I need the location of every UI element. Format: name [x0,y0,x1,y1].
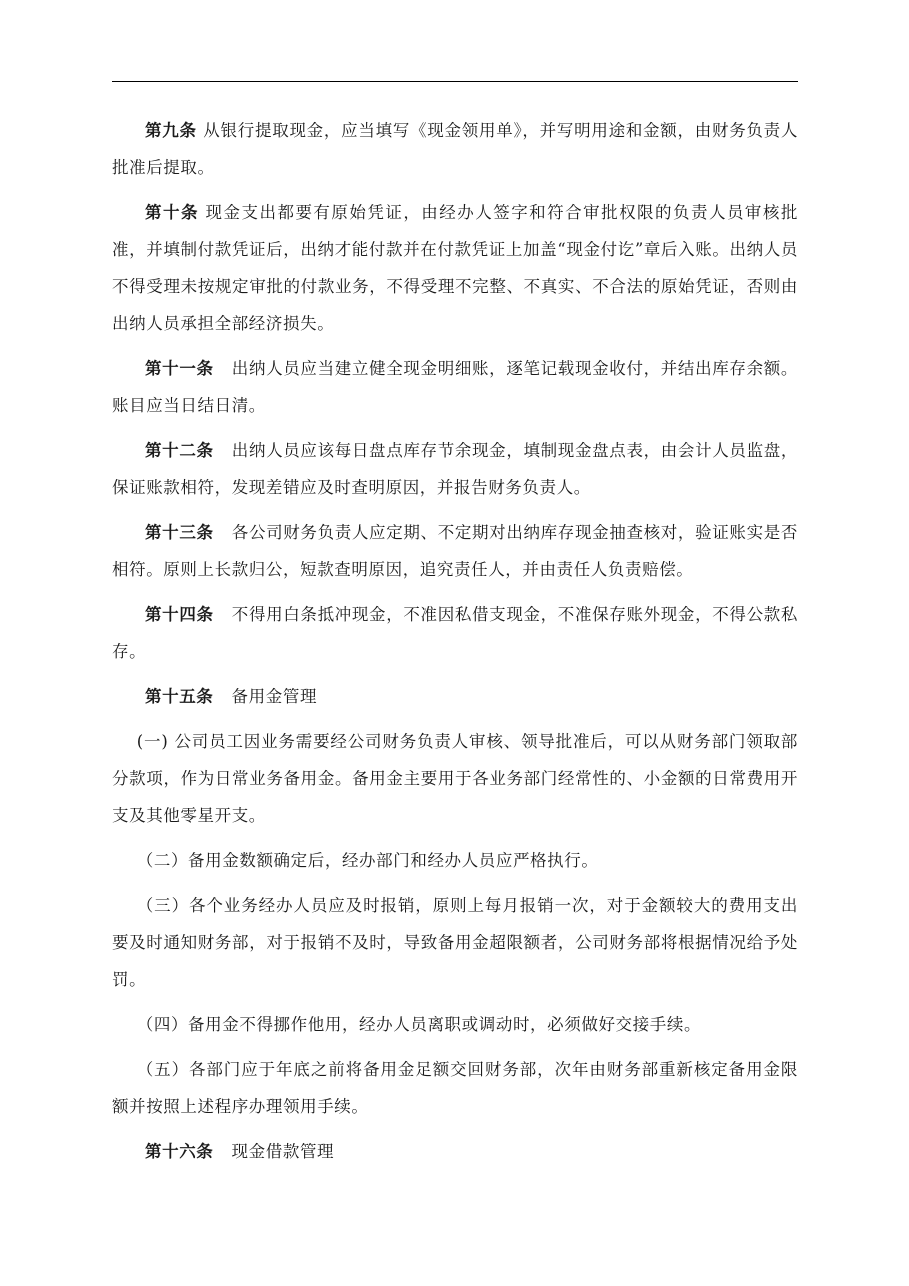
sub-item-paragraph: （四）备用金不得挪作他用，经办人员离职或调动时，必须做好交接手续。 [136,1015,702,1034]
article-text: 从银行提取现金，应当填写《现金领用单》，并写明用途和金额，由财务负责人批准后提取。 [112,121,798,177]
article-heading: 第十二条 [145,441,214,460]
article-heading: 第十五条 [145,687,214,706]
header-rule [112,81,798,82]
document-body [112,112,798,1178]
article-text: 出纳人员应该每日盘点库存节余现金，填制现金盘点表，由会计人员监盘，保证账款相符，发现差错应及时查明原因，并报告财务负责人。 [112,441,798,497]
article-heading: 第十条 [145,203,199,222]
sub-item-paragraph: （三）各个业务经办人员应及时报销，原则上每月报销一次，对于金额较大的费用支出要及时通知财务部，对于报销不及时，导致备用金超限额者，公司财务部将根据情况给予处罚。 [112,896,798,989]
article-paragraph [112,194,798,342]
article-paragraph [112,514,798,588]
article-text: 各公司财务负责人应定期、不定期对出纳库存现金抽查核对，验证账实是否相符。原则上长款归公，短款查明原因，追究责任人，并由责任人负责赔偿。 [112,523,798,579]
article-paragraph [112,1133,798,1170]
article-heading: 第十四条 [145,605,214,624]
article-paragraph [112,350,798,424]
article-paragraph [112,678,798,715]
article-heading: 第十一条 [145,359,214,378]
article-paragraph [112,112,798,186]
article-paragraph [112,596,798,670]
article-text: 现金支出都要有原始凭证，由经办人签字和符合审批权限的负责人员审核批准，并填制付款凭证后，出纳才能付款并在付款凭证上加盖“现金付讫”章后入账。出纳人员不得受理未按规定审批的付款业务，不得受理不完整、不真实、不合法的原始凭证，否则由出纳人员承担全部经济损失。 [112,203,798,333]
sub-item-paragraph: （二）备用金数额确定后，经办部门和经办人员应严格执行。 [136,851,599,870]
article-text: 备用金管理 [231,687,318,706]
article-heading: 第九条 [145,121,197,140]
article-text: 现金借款管理 [231,1142,335,1161]
article-text: 出纳人员应当建立健全现金明细账，逐笔记载现金收付，并结出库存余额。账目应当日结日清。 [112,359,798,415]
sub-item-paragraph: (一) 公司员工因业务需要经公司财务负责人审核、领导批准后，可以从财务部门领取部分款项，作为日常业务备用金。备用金主要用于各业务部门经常性的、小金额的日常费用开支及其他零星开支。 [112,732,798,825]
article-heading: 第十六条 [145,1142,214,1161]
article-paragraph [112,432,798,506]
article-text: 不得用白条抵冲现金，不准因私借支现金，不准保存账外现金，不得公款私存。 [112,605,798,661]
article-heading: 第十三条 [145,523,214,542]
sub-item-paragraph: （五）各部门应于年底之前将备用金足额交回财务部，次年由财务部重新核定备用金限额并按照上述程序办理领用手续。 [112,1060,798,1116]
